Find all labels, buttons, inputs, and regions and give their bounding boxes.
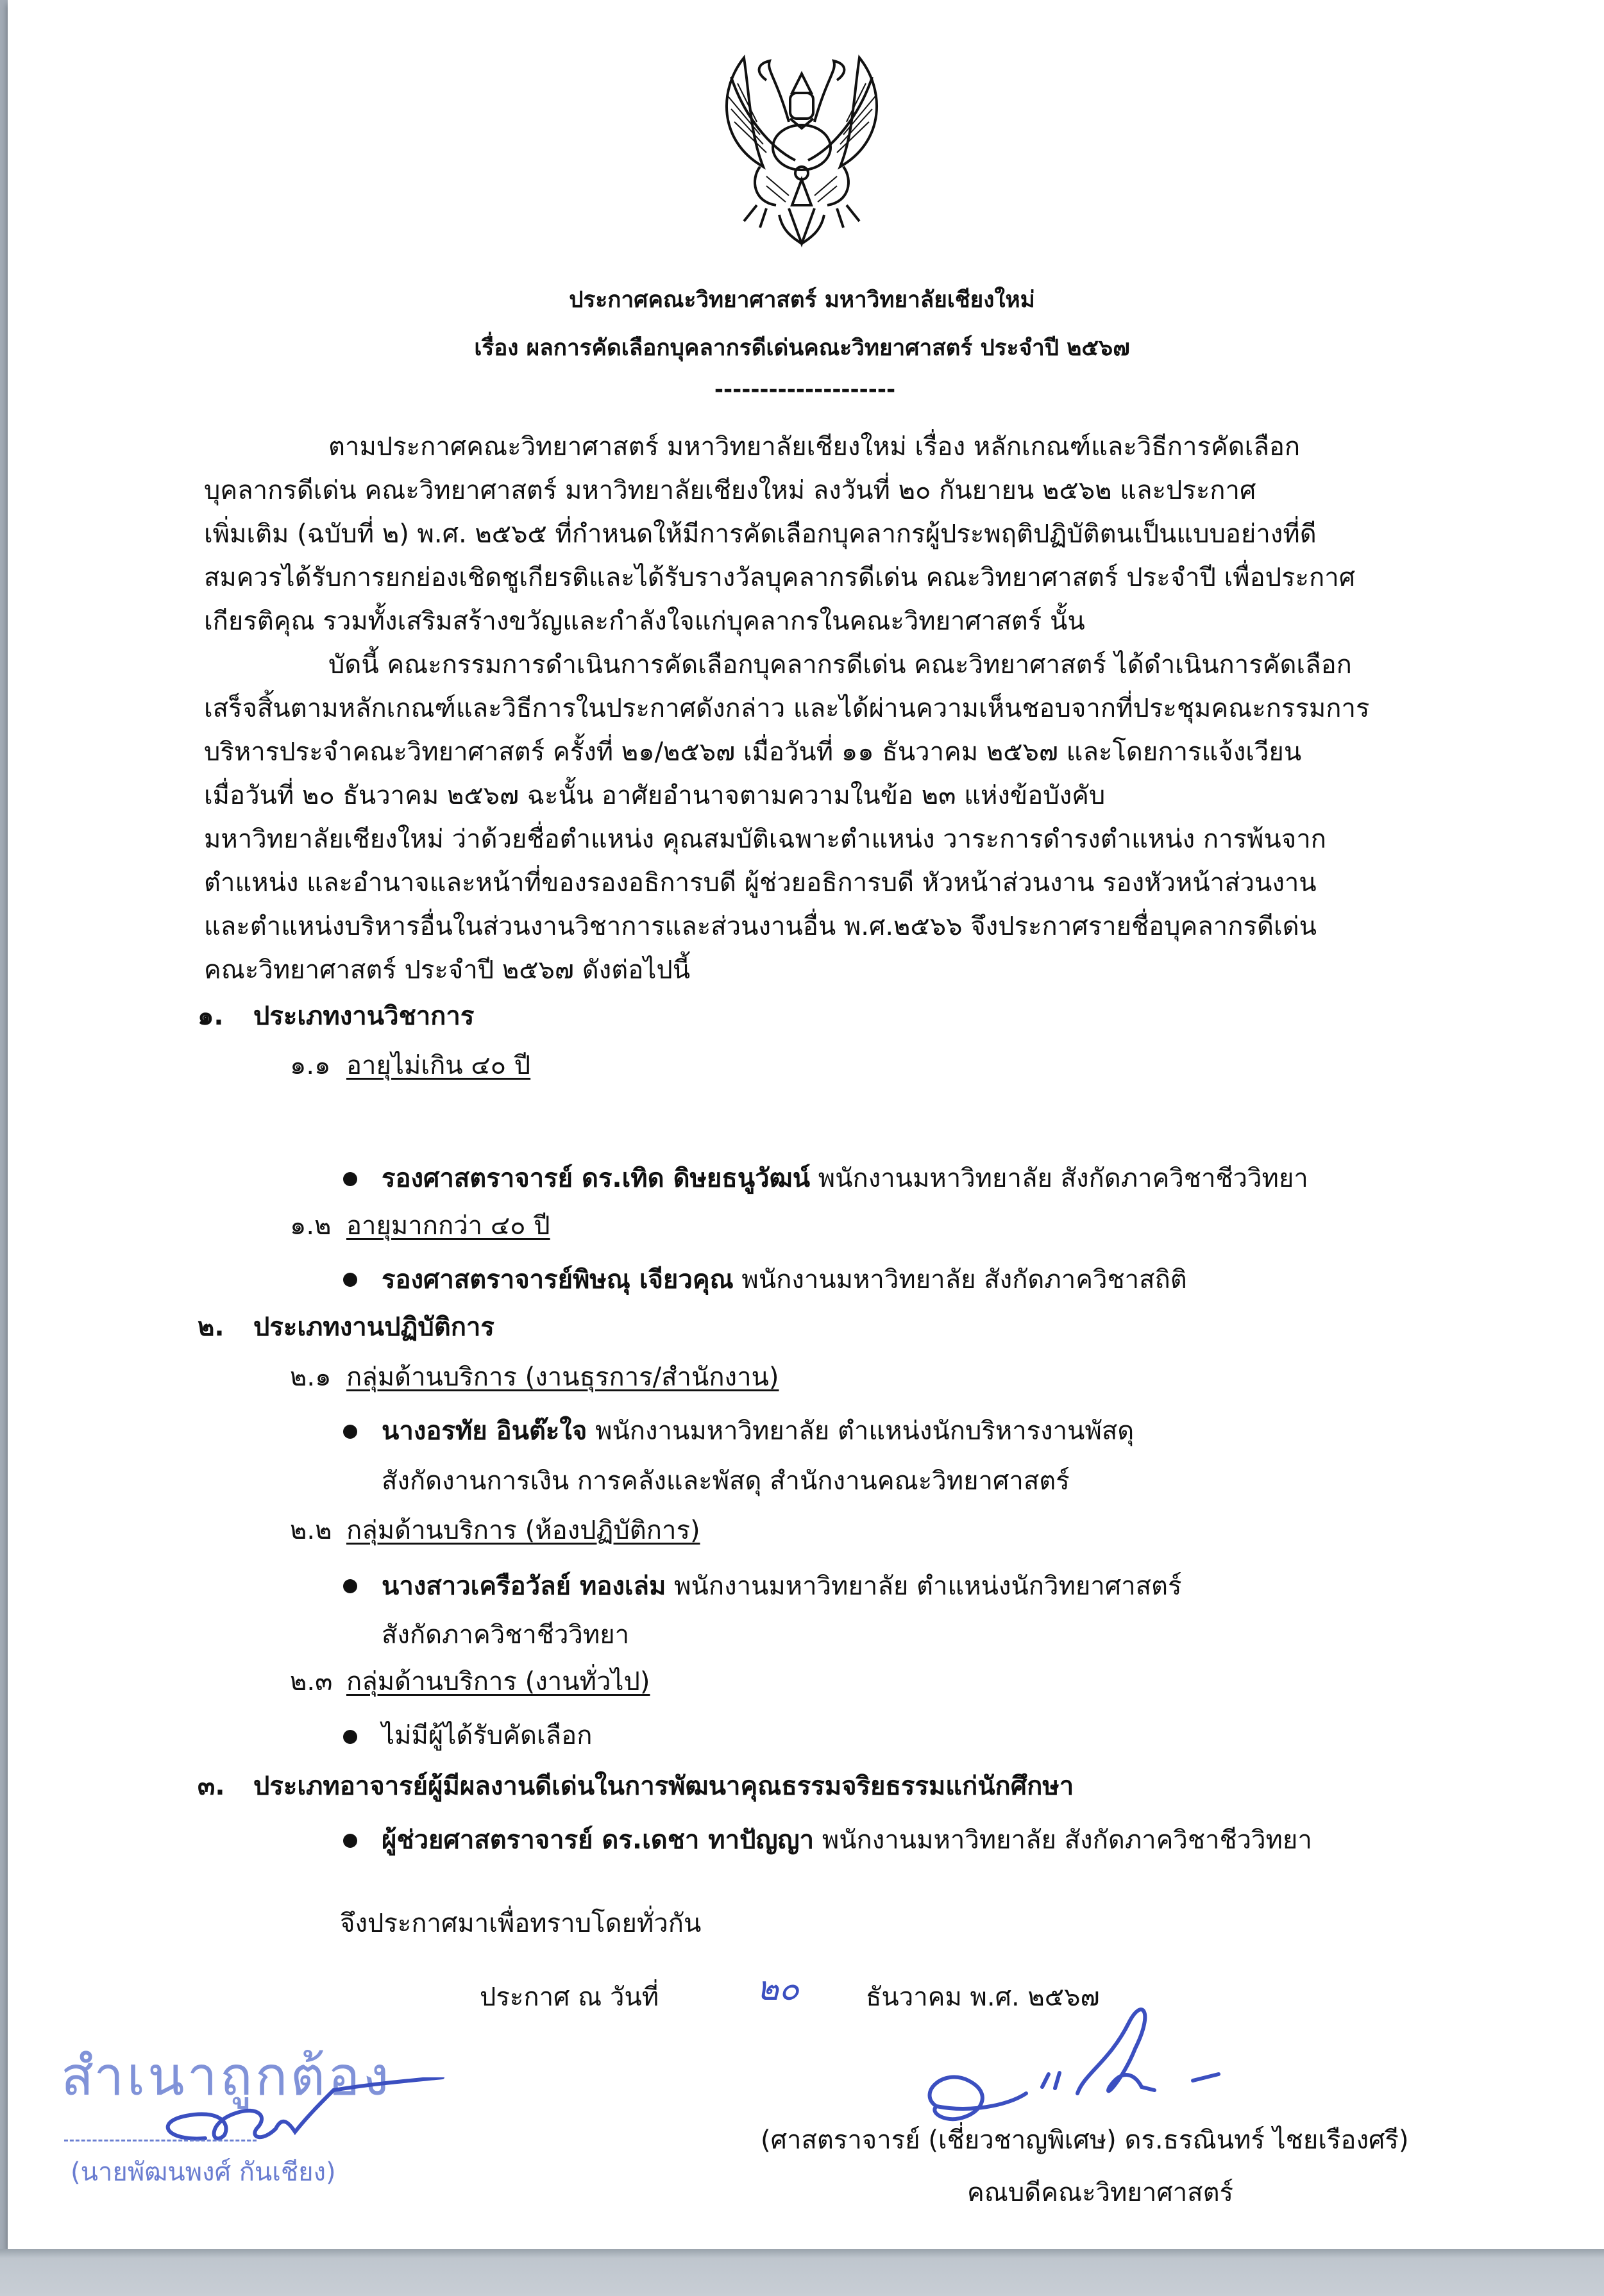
awardee-name: นางสาวเครือวัลย์ ทองเล่ม bbox=[382, 1571, 666, 1601]
paragraph-1-line-text: บุคลากรดีเด่น คณะวิทยาศาสตร์ มหาวิทยาลัยเชียงใหม่ ลงวันที่ ๒๐ กันยายน ๒๕๖๒ และประกาศ bbox=[204, 476, 1256, 505]
category-1-title: ประเภทงานวิชาการ bbox=[253, 1001, 475, 1031]
awardee-2-3-none: ไม่มีผู้ได้รับคัดเลือก bbox=[382, 1721, 593, 1750]
awardee-name: รองศาสตราจารย์พิษณุ เจียวคุณ bbox=[382, 1265, 734, 1295]
bullet-icon bbox=[343, 1579, 357, 1593]
paragraph-2-line bbox=[204, 864, 1427, 902]
awardee-detail: พนักงานมหาวิทยาลัย ตำแหน่งนักวิทยาศาสตร์ bbox=[666, 1571, 1182, 1601]
title-divider: -------------------- bbox=[714, 377, 896, 403]
awardee-2-1 bbox=[382, 1412, 1134, 1450]
paragraph-1-line bbox=[204, 558, 1427, 597]
scanner-background-bottom bbox=[0, 2249, 1604, 2296]
certified-copy-stamp: สำเนาถูกต้อง bbox=[61, 2045, 392, 2107]
awardee-detail: พนักงานมหาวิทยาลัย สังกัดภาควิชาสถิติ bbox=[733, 1265, 1187, 1295]
group-2-2-label: กลุ่มด้านบริการ (ห้องปฏิบัติการ) bbox=[346, 1516, 700, 1545]
stamp-underline bbox=[64, 2140, 257, 2144]
paragraph-2-line bbox=[328, 646, 1427, 684]
announcement-subject: เรื่อง ผลการคัดเลือกบุคลากรดีเด่นคณะวิทยาศาสตร์ ประจำปี ๒๕๖๗ bbox=[474, 335, 1130, 361]
paragraph-1-line-text: สมควรได้รับการยกย่องเชิดชูเกียรติและได้รับรางวัลบุคลากรดีเด่น คณะวิทยาศาสตร์ ประจำปี เพื่อประกาศ bbox=[204, 563, 1356, 592]
awardee-detail: พนักงานมหาวิทยาลัย สังกัดภาควิชาชีววิทยา bbox=[814, 1825, 1312, 1855]
awardee-2-1-detail-line2: สังกัดงานการเงิน การคลังและพัสดุ สำนักงานคณะวิทยาศาสตร์ bbox=[382, 1466, 1070, 1496]
paragraph-2-line bbox=[204, 820, 1427, 859]
group-2-3-number: ๒.๓ bbox=[290, 1667, 333, 1697]
paragraph-2-line bbox=[204, 776, 1427, 815]
paragraph-2-line-text: บริหารประจำคณะวิทยาศาสตร์ ครั้งที่ ๒๑/๒๕๖๗ เมื่อวันที่ ๑๑ ธันวาคม ๒๕๖๗ และโดยการแจ้งเวียน bbox=[204, 737, 1302, 767]
paragraph-2-line-text: บัดนี้ คณะกรรมการดำเนินการคัดเลือกบุคลากรดีเด่น คณะวิทยาศาสตร์ ได้ดำเนินการคัดเลือก bbox=[328, 650, 1352, 680]
paragraph-1-line bbox=[204, 515, 1427, 553]
group-1-2-label: อายุมากกว่า ๔๐ ปี bbox=[346, 1211, 550, 1241]
paragraph-1-line-text: ตามประกาศคณะวิทยาศาสตร์ มหาวิทยาลัยเชียงใหม่ เรื่อง หลักเกณฑ์และวิธีการคัดเลือก bbox=[328, 432, 1301, 462]
bullet-icon bbox=[343, 1425, 357, 1439]
bullet-icon bbox=[343, 1172, 357, 1186]
category-1-number: ๑. bbox=[198, 1001, 224, 1031]
closing-announce: จึงประกาศมาเพื่อทราบโดยทั่วกัน bbox=[340, 1909, 702, 1938]
bullet-icon bbox=[343, 1834, 357, 1848]
bullet-icon bbox=[343, 1273, 357, 1287]
awardee-2-2 bbox=[382, 1567, 1181, 1605]
group-1-1-label: อายุไม่เกิน ๔๐ ปี bbox=[346, 1051, 531, 1080]
group-1-1-number: ๑.๑ bbox=[290, 1051, 331, 1080]
category-2-title: ประเภทงานปฏิบัติการ bbox=[253, 1312, 494, 1342]
announce-date-prefix: ประกาศ ณ วันที่ bbox=[480, 1982, 659, 2012]
paragraph-1-line-text: เพิ่มเติม (ฉบับที่ ๒) พ.ศ. ๒๕๖๕ ที่กำหนดให้มีการคัดเลือกบุคลากรผู้ประพฤติปฏิบัติตนเป็นแบบอย่างที่ดี bbox=[204, 519, 1317, 549]
paragraph-1-line bbox=[204, 471, 1427, 510]
awardee-name: นางอรทัย อินต๊ะใจ bbox=[382, 1416, 587, 1446]
awardee-name: รองศาสตราจารย์ ดร.เทิด ดิษยธนูวัฒน์ bbox=[382, 1164, 811, 1193]
awardee-1-2 bbox=[382, 1261, 1187, 1299]
announcement-title: ประกาศคณะวิทยาศาสตร์ มหาวิทยาลัยเชียงใหม่ bbox=[569, 287, 1035, 313]
paragraph-2-line bbox=[204, 907, 1427, 946]
group-1-2-number: ๑.๒ bbox=[290, 1211, 332, 1241]
group-2-1-number: ๒.๑ bbox=[290, 1362, 332, 1392]
paragraph-2-line bbox=[204, 689, 1427, 728]
category-3-title: ประเภทอาจารย์ผู้มีผลงานดีเด่นในการพัฒนาคุณธรรมจริยธรรมแก่นักศึกษา bbox=[253, 1772, 1074, 1801]
announce-date-suffix: ธันวาคม พ.ศ. ๒๕๖๗ bbox=[866, 1982, 1100, 2012]
paragraph-2-line-text: และตำแหน่งบริหารอื่นในส่วนงานวิชาการและส่วนงานอื่น พ.ศ.๒๕๖๖ จึงประกาศรายชื่อบุคลากรดีเด่น bbox=[204, 912, 1317, 941]
signer-name: (ศาสตราจารย์ (เชี่ยวชาญพิเศษ) ดร.ธรณินทร์ ไชยเรืองศรี) bbox=[761, 2125, 1409, 2155]
awardee-detail: พนักงานมหาวิทยาลัย สังกัดภาควิชาชีววิทยา bbox=[810, 1164, 1308, 1193]
dean-signature bbox=[917, 1997, 1283, 2138]
paragraph-2-line-text: เสร็จสิ้นตามหลักเกณฑ์และวิธีการในประกาศดังกล่าว และได้ผ่านความเห็นชอบจากที่ประชุมคณะกรรมการ bbox=[204, 694, 1370, 723]
paragraph-2-line-text: ตำแหน่ง และอำนาจและหน้าที่ของรองอธิการบดี ผู้ช่วยอธิการบดี หัวหน้าส่วนงาน รองหัวหน้าส่วนงาน bbox=[204, 868, 1317, 898]
garuda-emblem-icon bbox=[705, 38, 898, 250]
group-2-1-label: กลุ่มด้านบริการ (งานธุรการ/สำนักงาน) bbox=[346, 1362, 779, 1392]
group-2-3-label: กลุ่มด้านบริการ (งานทั่วไป) bbox=[346, 1667, 650, 1697]
category-3-number: ๓. bbox=[198, 1772, 225, 1801]
paragraph-1-line: เกียรติคุณ รวมทั้งเสริมสร้างขวัญและกำลังใจแก่บุคลากรในคณะวิทยาศาสตร์ นั้น bbox=[204, 607, 1085, 636]
category-2-number: ๒. bbox=[198, 1312, 224, 1342]
group-2-2-number: ๒.๒ bbox=[290, 1516, 332, 1545]
awardee-3 bbox=[382, 1821, 1312, 1859]
paragraph-1-line bbox=[328, 428, 1427, 466]
paragraph-2-line-text: มหาวิทยาลัยเชียงใหม่ ว่าด้วยชื่อตำแหน่ง คุณสมบัติเฉพาะตำแหน่ง วาระการดำรงตำแหน่ง การพ้นจาก bbox=[204, 825, 1326, 854]
paragraph-2-line-text: เมื่อวันที่ ๒๐ ธันวาคม ๒๕๖๗ ฉะนั้น อาศัยอำนาจตามความในข้อ ๒๓ แห่งข้อบังคับ bbox=[204, 781, 1106, 810]
paragraph-2-line: คณะวิทยาศาสตร์ ประจำปี ๒๕๖๗ ดังต่อไปนี้ bbox=[204, 955, 691, 985]
handwritten-day: ๒๐ bbox=[757, 1970, 800, 2008]
paragraph-2-line bbox=[204, 733, 1427, 771]
awardee-detail: พนักงานมหาวิทยาลัย ตำแหน่งนักบริหารงานพัสดุ bbox=[587, 1416, 1135, 1446]
certifier-name: (นายพัฒนพงศ์ กันเชียง) bbox=[71, 2158, 336, 2187]
bullet-icon bbox=[343, 1730, 357, 1744]
awardee-name: ผู้ช่วยศาสตราจารย์ ดร.เดชา ทาปัญญา bbox=[382, 1825, 815, 1855]
signer-title: คณบดีคณะวิทยาศาสตร์ bbox=[967, 2178, 1234, 2208]
awardee-1-1 bbox=[382, 1159, 1308, 1198]
awardee-2-2-detail-line2: สังกัดภาควิชาชีววิทยา bbox=[382, 1620, 630, 1650]
